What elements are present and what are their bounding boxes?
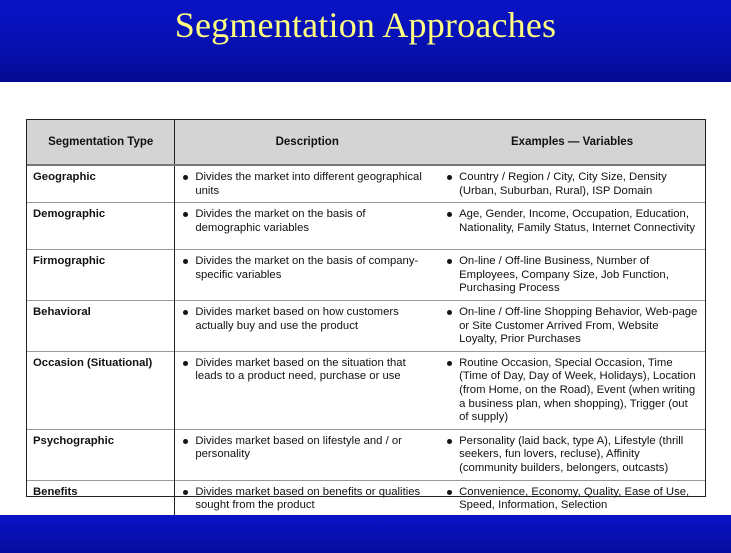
table-row: [27, 250, 705, 301]
bullet-icon: [447, 439, 452, 444]
bullet-icon: [447, 310, 452, 315]
table-row: [27, 429, 705, 480]
bullet-icon: [447, 259, 452, 264]
row-examples: [439, 300, 705, 351]
row-examples: [439, 429, 705, 480]
row-type: Occasion (Situational): [27, 351, 175, 429]
table-row: [27, 165, 705, 203]
row-description: [175, 480, 439, 517]
row-type: Geographic: [27, 165, 175, 203]
bullet-icon: [447, 361, 452, 366]
header-examples: Examples — Variables: [439, 120, 705, 165]
table-row: [27, 480, 705, 517]
segmentation-table: [27, 120, 705, 517]
row-type: Behavioral: [27, 300, 175, 351]
row-description: [175, 203, 439, 250]
row-examples: [439, 480, 705, 517]
row-examples-text: Country / Region / City, City Size, Density (Urban, Suburban, Rural), ISP Domain: [459, 171, 667, 197]
bullet-icon: [183, 259, 188, 264]
slide-footer-bar: [0, 515, 731, 553]
row-examples-text: Personality (laid back, type A), Lifestyle (thrill seekers, fun lovers, recluse), Affinity (community builders, belongers, outcasts): [459, 434, 684, 474]
bullet-icon: [183, 361, 188, 366]
row-examples: [439, 351, 705, 429]
bullet-icon: [447, 490, 452, 495]
row-description: [175, 300, 439, 351]
table-row: [27, 203, 705, 250]
row-examples-text: Convenience, Economy, Quality, Ease of Use, Speed, Information, Selection: [459, 485, 690, 512]
row-description: [175, 165, 439, 203]
row-description: [175, 250, 439, 301]
segmentation-table-frame: [26, 119, 706, 512]
row-examples-text: Routine Occasion, Special Occasion, Time (Time of Day, Day of Week, Holidays), Location (from Home, on the Road), Event (when writing a business plan, when shopping), Trigger (out of supply): [459, 356, 696, 424]
slide-title: Segmentation Approaches: [174, 5, 557, 45]
row-description-text: Divides market based on benefits or qualities sought from the product: [195, 485, 421, 512]
row-description: [175, 351, 439, 429]
header-segmentation-type: Segmentation Type: [27, 120, 175, 165]
bullet-icon: [447, 212, 452, 217]
row-description-text: Divides market based on how customers actually buy and use the product: [195, 305, 399, 332]
row-examples-text: Age, Gender, Income, Occupation, Education, Nationality, Family Status, Internet Connectivity: [459, 208, 695, 234]
row-type: Firmographic: [27, 250, 175, 301]
bullet-icon: [183, 212, 188, 217]
table-header-row: [27, 120, 705, 165]
slide-header: [0, 0, 731, 82]
bullet-icon: [183, 310, 188, 315]
bullet-icon: [183, 490, 188, 495]
table-row: [27, 351, 705, 429]
row-examples: [439, 165, 705, 203]
row-examples-text: On-line / Off-line Shopping Behavior, Web-page or Site Customer Arrived From, Website Loyalty, Prior Purchases: [459, 305, 698, 346]
row-examples: [439, 250, 705, 301]
table-row: [27, 300, 705, 351]
row-description-text: Divides the market on the basis of demographic variables: [195, 208, 366, 234]
row-description-text: Divides the market on the basis of company-specific variables: [195, 255, 419, 281]
header-description: Description: [175, 120, 439, 165]
row-description-text: Divides market based on the situation that leads to a product need, purchase or use: [195, 356, 406, 383]
row-examples-text: On-line / Off-line Business, Number of Employees, Company Size, Job Function, Purchasing Process: [459, 255, 669, 295]
bullet-icon: [447, 175, 452, 180]
bullet-icon: [183, 175, 188, 180]
row-description: [175, 429, 439, 480]
row-type: Benefits: [27, 480, 175, 517]
row-description-text: Divides market based on lifestyle and / or personality: [195, 434, 402, 461]
bullet-icon: [183, 439, 188, 444]
row-description-text: Divides the market into different geographical units: [195, 171, 422, 197]
row-examples: [439, 203, 705, 250]
row-type: Psychographic: [27, 429, 175, 480]
row-type: Demographic: [27, 203, 175, 250]
